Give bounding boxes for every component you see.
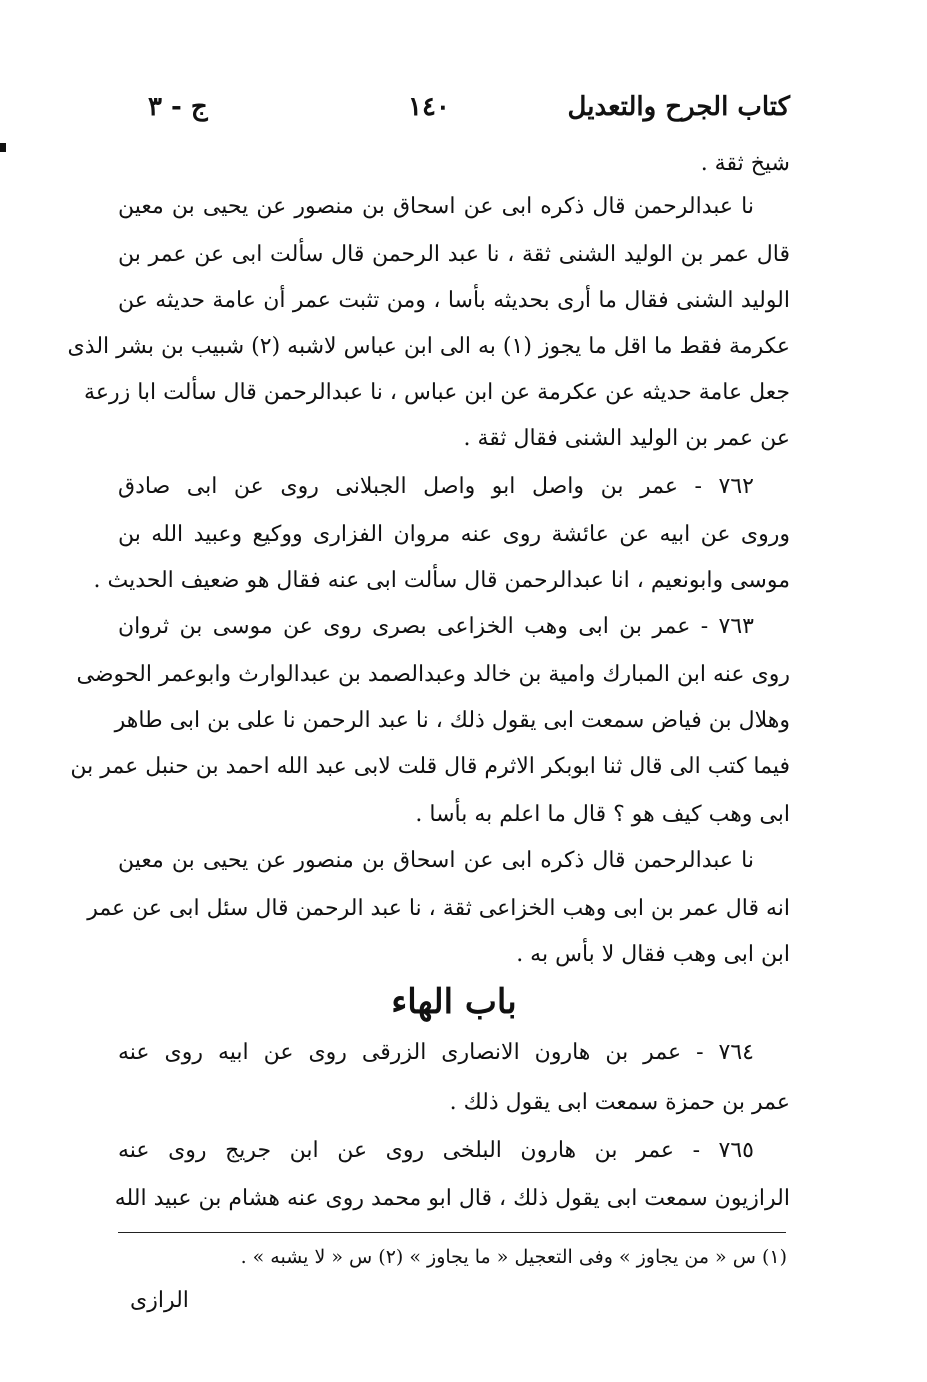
text-line: فيما كتب الى قال ثنا ابوبكر الاثرم قال قلت لابى عبد الله احمد بن حنبل عمر بن — [70, 754, 790, 779]
running-title: كتاب الجرح والتعديل — [567, 92, 790, 122]
text-line: عمر بن حمزة سمعت ابى يقول ذلك . — [449, 1090, 790, 1115]
text-line: عن عمر بن الوليد الشنى فقال ثقة . — [463, 426, 790, 451]
volume-label: ج - ٣ — [148, 92, 208, 122]
text-line: قال عمر بن الوليد الشنى ثقة ، نا عبد الرحمن قال سألت ابى عن عمر بن — [118, 242, 790, 267]
footnote: (١) س « من يجاوز » وفى التعجيل « ما يجاوز » (٢) س « لا يشبه » . — [240, 1246, 787, 1268]
text-line: نا عبدالرحمن قال ذكره ابى عن اسحاق بن منصور عن يحيى بن معين — [118, 848, 754, 873]
text-line: شيخ ثقة . — [700, 151, 790, 176]
text-line: جعل عامة حديثه عن عكرمة عن ابن عباس ، نا عبدالرحمن قال سألت ابا زرعة — [84, 380, 790, 405]
entry-line: ٧٦٢ - عمر بن واصل ابو واصل الجبلانى روى عن ابى صادق — [118, 474, 754, 499]
catchword: الرازى — [130, 1288, 189, 1313]
text-line: وهلال بن فياض سمعت ابى يقول ذلك ، نا عبد الرحمن نا على بن ابى طاهر — [114, 708, 790, 733]
text-line: عكرمة فقط ما اقل ما يجوز (١) به الى ابن عباس لاشبه (٢) شبيب بن بشر الذى — [67, 334, 790, 359]
text-line: الوليد الشنى فقال ما أرى بحديثه بأسا ، ومن تثبت عمر أن عامة حديثه عن — [118, 288, 790, 313]
entry-line: ٧٦٣ - عمر بن ابى وهب الخزاعى بصرى روى عن موسى بن ثروان — [118, 614, 754, 639]
text-line: وروى عن ابيه عن عائشة روى عنه مروان الفزارى ووكيع وعبيد الله بن — [118, 522, 790, 547]
footnote-divider — [118, 1232, 786, 1233]
page-number: ١٤٠ — [408, 92, 450, 122]
margin-mark — [0, 143, 6, 152]
entry-line: ٧٦٤ - عمر بن هارون الانصارى الزرقى روى عن ابيه روى عنه — [118, 1040, 754, 1065]
text-line: موسى وابونعيم ، انا عبدالرحمن قال سألت ابى عنه فقال هو ضعيف الحديث . — [93, 568, 790, 593]
section-title: باب الهاء — [391, 982, 517, 1022]
text-line: ابن ابى وهب فقال لا بأس به . — [516, 942, 790, 967]
text-line: روى عنه ابن المبارك وامية بن خالد وعبدالصمد بن عبدالوارث وابوعمر الحوضى — [76, 662, 790, 687]
text-line: نا عبدالرحمن قال ذكره ابى عن اسحاق بن منصور عن يحيى بن معين — [118, 194, 754, 219]
text-line: انه قال عمر بن ابى وهب الخزاعى ثقة ، نا عبد الرحمن قال سئل ابى عن عمر — [87, 896, 790, 921]
page-header — [118, 92, 790, 126]
text-line: ابى وهب كيف هو ؟ قال ما اعلم به بأسا . — [415, 802, 790, 827]
entry-line: ٧٦٥ - عمر بن هارون البلخى روى عن ابن جريج روى عنه — [118, 1138, 754, 1163]
text-line: الرازيون سمعت ابى يقول ذلك ، قال ابو محمد روى عنه هشام بن عبيد الله — [114, 1186, 790, 1211]
